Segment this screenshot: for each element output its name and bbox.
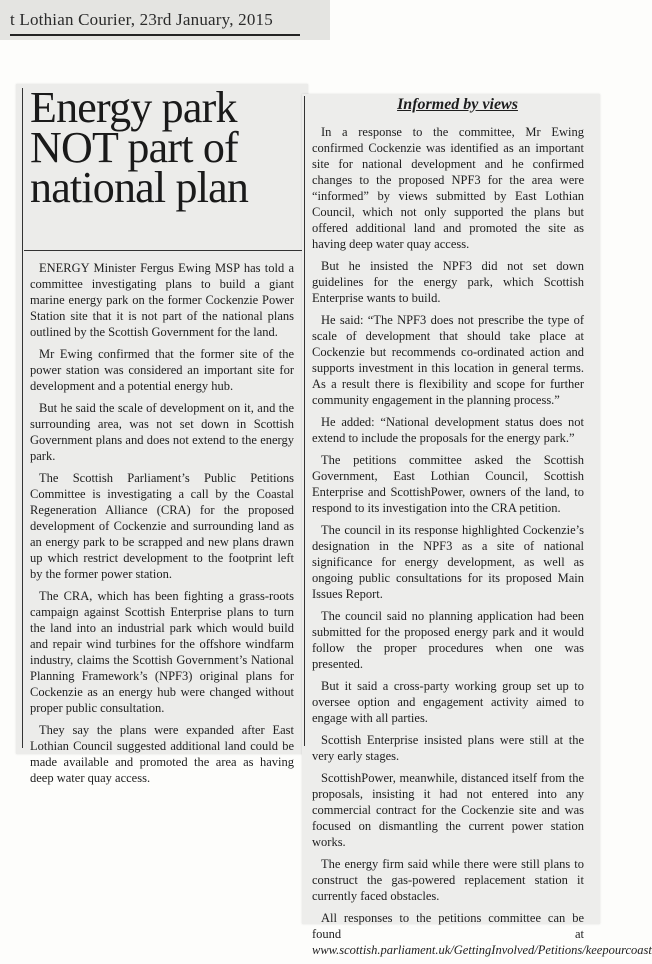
headline [30, 83, 305, 212]
closing-paragraph [312, 910, 652, 958]
headline-line-1: Energy park [30, 83, 237, 132]
paragraph: The petitions committee asked the Scottish Government, East Lothian Council, Scottish Enterprise and ScottishPower, owners of the land, to respond to its investigation into the CRA petition. [312, 453, 584, 515]
paragraph: The Scottish Parliament’s Public Petitions Committee is investigating a call by the Coastal Regeneration Alliance (CRA) for the proposed development of Cockenzie and surrounding land as an energy park to be scrapped and new plans drawn up which restrict development to the footprint left by the former power station. [30, 471, 294, 581]
petitions-url: www.scottish.parliament.uk/GettingInvolved/Petitions/keepourcoast [312, 943, 652, 957]
paragraph: But he said the scale of development on it, and the surrounding area, was not set down in Scottish Government plans and does not extend to the energy park. [30, 401, 294, 463]
paragraph: The council said no planning application had been submitted for the proposed energy park and it would follow the proper procedures when one was presented. [312, 609, 584, 671]
headline-line-3: national plan [30, 163, 249, 212]
paragraph: They say the plans were expanded after East Lothian Council suggested additional land could be made available and promoted the area as having deep water quay access. [30, 723, 294, 785]
paragraph: The council in its response highlighted Cockenzie’s designation in the NPF3 as a site of national significance for energy development, as well as ongoing public consultations for its proposed Main Issues Report. [312, 523, 584, 601]
paragraph: The CRA, which has been fighting a grass-roots campaign against Scottish Enterprise plans to turn the land into an industrial park which would build and repair wind turbines for the offshore windfarm industry, claims the Scottish Government’s National Planning Framework’s (NPF3) original plans for Cockenzie as an energy hub were changed without proper public consultation. [30, 589, 294, 715]
paragraph: ENERGY Minister Fergus Ewing MSP has told a committee investigating plans to build a giant marine energy park on the former Cockenzie Power Station site that it is not part of the national plans outlined by the Scottish Government for the land. [30, 261, 294, 339]
left-border-rule [22, 88, 23, 748]
closing-text: All responses to the petitions committee can be found at [312, 911, 584, 941]
paragraph: ScottishPower, meanwhile, distanced itself from the proposals, insisting it had not entered into any commercial contract for the Cockenzie site and was focused on dismantling the current power station works. [312, 771, 584, 849]
article-column-left [30, 260, 294, 792]
paragraph: Scottish Enterprise insisted plans were still at the very early stages. [312, 733, 584, 763]
paragraph: But he insisted the NPF3 did not set down guidelines for the energy park, which Scottish Enterprise wants to build. [312, 259, 584, 305]
subheading: Informed by views [397, 96, 518, 113]
headline-line-2: NOT part of [30, 123, 238, 172]
paragraph: Mr Ewing confirmed that the former site of the power station was considered an important site for development and a potential energy hub. [30, 347, 294, 393]
article-column-right [312, 124, 652, 964]
paragraph: The energy firm said while there were still plans to construct the gas-powered replacement station it currently faced obstacles. [312, 857, 584, 903]
masthead-rule [10, 34, 300, 36]
paragraph: He said: “The NPF3 does not prescribe the type of scale of development that should take place at Cockenzie but recommends co-ordinated action and supports investment in this location in general terms. As a result there is flexibility and scope for further community engagement in the planning process.” [312, 313, 584, 407]
masthead-title: t Lothian Courier, 23rd January, 2015 [10, 10, 273, 29]
paragraph: In a response to the committee, Mr Ewing confirmed Cockenzie was identified as an important site for national development and he confirmed changes to the proposed NPF3 for the area were “informed” by views submitted by East Lothian Council, which not only supported the plans but offered additional land and promoted the site as having deep water quay access. [312, 125, 584, 251]
masthead-strip [0, 0, 330, 40]
paragraph: He added: “National development status does not extend to include the proposals for the energy park.” [312, 415, 584, 445]
headline-rule [24, 250, 302, 251]
paragraph: But it said a cross-party working group set up to oversee option and engagement activity aimed to engage with all parties. [312, 679, 584, 725]
